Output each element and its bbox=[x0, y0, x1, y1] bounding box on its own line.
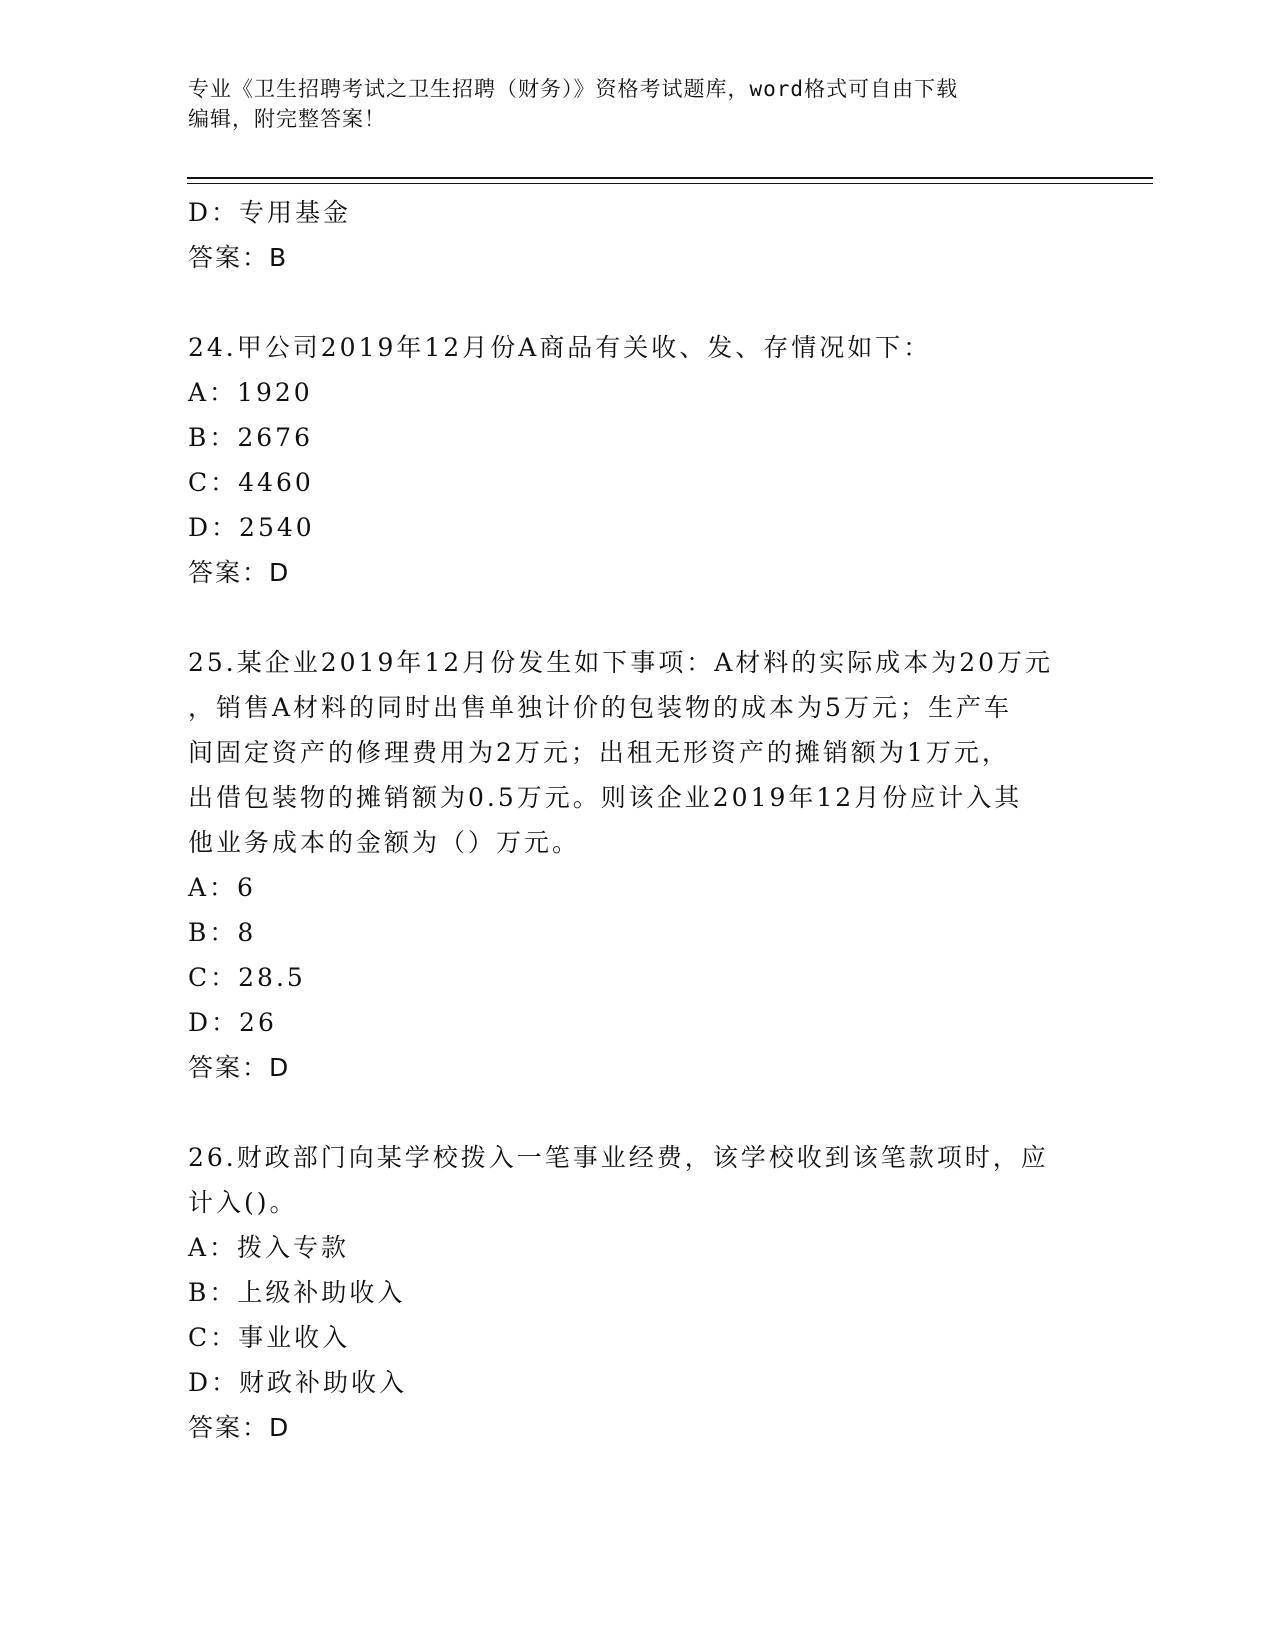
previous-question-tail bbox=[188, 190, 1088, 280]
stem-line: 他业务成本的金额为（）万元。 bbox=[188, 828, 581, 857]
answer-line: 答案：D bbox=[188, 1053, 291, 1082]
option-d: D：财政补助收入 bbox=[188, 1368, 408, 1397]
option-a: A：1920 bbox=[188, 378, 313, 407]
option-b: B：8 bbox=[188, 918, 257, 947]
option-a: A：拨入专款 bbox=[188, 1233, 350, 1262]
question-stem bbox=[188, 640, 1088, 865]
question-stem bbox=[188, 325, 1088, 370]
option-c: C：4460 bbox=[188, 468, 314, 497]
question-stem bbox=[188, 1135, 1088, 1225]
question-26 bbox=[188, 1135, 1088, 1450]
option-d: D：专用基金 bbox=[188, 198, 352, 227]
stem-line: 25.某企业2019年12月份发生如下事项：A材料的实际成本为20万元 bbox=[188, 648, 1054, 677]
stem-line: 间固定资产的修理费用为2万元；出租无形资产的摊销额为1万元， bbox=[188, 738, 1010, 767]
answer-line: 答案：D bbox=[188, 1413, 291, 1442]
option-d: D：2540 bbox=[188, 513, 315, 542]
question-25 bbox=[188, 640, 1088, 1090]
stem-line: ，销售A材料的同时出售单独计价的包装物的成本为5万元；生产车 bbox=[188, 693, 1012, 722]
answer-line: 答案：D bbox=[188, 558, 291, 587]
header-divider-thin bbox=[187, 183, 1153, 184]
header-line-1: 专业《卫生招聘考试之卫生招聘（财务）》资格考试题库，word格式可自由下载 bbox=[188, 77, 959, 101]
question-list bbox=[188, 190, 1088, 1450]
header-line-2: 编辑，附完整答案！ bbox=[188, 107, 386, 131]
stem-line: 计入()。 bbox=[188, 1188, 298, 1217]
option-d: D：26 bbox=[188, 1008, 277, 1037]
stem-line: 26.财政部门向某学校拨入一笔事业经费，该学校收到该笔款项时，应 bbox=[188, 1143, 1049, 1172]
question-24 bbox=[188, 325, 1088, 595]
stem-line: 24.甲公司2019年12月份A商品有关收、发、存情况如下： bbox=[188, 333, 932, 362]
option-b: B：上级补助收入 bbox=[188, 1278, 406, 1307]
option-b: B：2676 bbox=[188, 423, 313, 452]
document-header bbox=[188, 74, 1068, 134]
stem-line: 出借包装物的摊销额为0.5万元。则该企业2019年12月份应计入其 bbox=[188, 783, 1023, 812]
option-c: C：事业收入 bbox=[188, 1323, 351, 1352]
answer-line: 答案：B bbox=[188, 243, 289, 272]
option-a: A：6 bbox=[188, 873, 256, 902]
option-c: C：28.5 bbox=[188, 963, 306, 992]
header-divider-thick bbox=[187, 177, 1153, 179]
